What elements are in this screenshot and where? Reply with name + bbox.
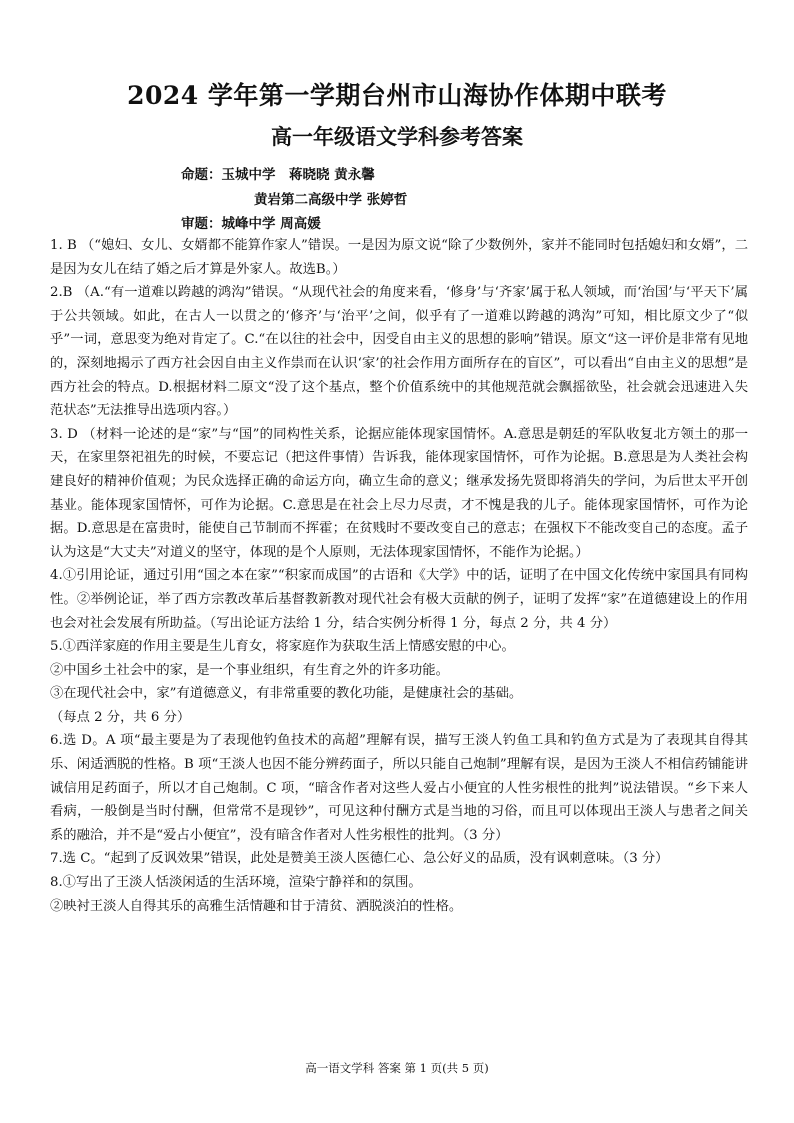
credit-reviewer: 审题：城峰中学 周高媛: [181, 216, 321, 232]
exam-title: 2024 学年第一学期台州市山海协作体期中联考: [127, 81, 667, 110]
answer-item: ②中国乡土社会中的家，是一个事业组织，有生育之外的许多功能。: [50, 662, 449, 678]
answer-item: 3. D （材料一论述的是“家”与“国”的同构性关系，论据应能体现家国情怀。A.意思是朝廷的军队收复北方领土的那一天，在家里祭祀祖先的时候，不要忘记（把这件事情）告诉我，能体现家国情怀，可作为论据。B.意思是为人类社会构建良好的精神价值观；为民众选择正确的命运方向，确立生命的意义；继承发扬先贤即将消失的学问，为后世太平开创基业。能体现家国情怀，可作为论据。C.意思是在社会上尽力尽责，才不愧是我的儿子。能体现家国情怀，可作为论据。D.意思是在富贵时，能使自己节制而不挥霍；在贫贱时不要改变自己的意志；在强权下不能改变自己的态度。孟子认为这是“大丈夫”对道义的坚守，体现的是个人原则，无法体现家国情怀，不能作为论据。）: [50, 426, 748, 560]
answer-item: ③在现代社会中，家”有道德意义，有非常重要的教化功能，是健康社会的基础。: [50, 686, 523, 702]
answer-item: 4.①引用论证，通过引用“国之本在家”“积家而成国”的古语和《大学》中的话，证明了在中国文化传统中家国具有同构性。②举例论证，举了西方宗教改革后基督教新教对现代社会有极大贡献的例子，证明了发挥“家”在道德建设上的作用也会对社会发展有所助益。（写出论证方法给 1 分，结合实例分析得 1 分，每点 2 分，共 4 分）: [50, 568, 748, 631]
page-footer: 高一语文学科 答案 第 1 页(共 5 页): [305, 1061, 489, 1075]
answer-item: 6.选 D。A 项“最主要是为了表现他钓鱼技术的高超”理解有误，描写王淡人钓鱼工具和钓鱼方式是为了表现其自得其乐、闲适洒脱的性格。B 项“王淡人也因不能分辨药面子，所以只能自己炮制”理解有误，是因为王淡人不相信药铺能讲诚信用足药面子，所以才自己炮制。C 项，“暗含作者对这些人爱占小便宜的人性劣根性的批判”说法错误。“乡下来人看病，一般倒是当时付酬，但常常不是现钞”，可见这种付酬方式是当地的习俗，而且可以体现出王淡人与患者之间关系的融洽，并不是“爱占小便宜”，没有暗含作者对人性劣根性的批判。（3 分）: [50, 733, 748, 843]
answer-item: 7.选 C。“起到了反讽效果”错误，此处是赞美王淡人医德仁心、急公好义的品质，没有讽刺意味。（3 分）: [50, 851, 669, 867]
answer-item: 5.①西洋家庭的作用主要是生儿育女，将家庭作为获取生活上情感安慰的中心。: [50, 639, 515, 655]
answer-list: [50, 234, 748, 918]
answer-item: 8.①写出了王淡人恬淡闲适的生活环境，渲染宁静祥和的氛围。: [50, 875, 422, 891]
answer-item: （每点 2 分，共 6 分）: [50, 709, 191, 725]
answer-item: 1. B （“媳妇、女儿、女婿都不能算作家人”错误。一是因为原文说“除了少数例外，家并不能同时包括媳妇和女婿”，二是因为女儿在结了婚之后才算是外家人。故选B。）: [50, 238, 748, 277]
credit-authors-2: 黄岩第二高级中学 张婷哲: [254, 192, 408, 208]
answer-item: ②映衬王淡人自得其乐的高雅生活情趣和甘于清贫、洒脱淡泊的性格。: [50, 898, 463, 914]
answer-item: 2.B （A.“有一道难以跨越的鸿沟”错误。“从现代社会的角度来看，‘修身’与‘齐家’属于私人领域，而‘治国’与‘平天下’属于公共领域。如此，在古人一以贯之的‘修齐’与‘治平’之间，似乎有了一道难以跨越的鸿沟”可知，相比原文少了“似乎”一词，意思变为绝对肯定了。C.“在以往的社会中，因受自由主义的思想的影响”错误。原文“这一评价是非常有见地的，深刻地揭示了西方社会因自由主义作祟而在认识‘家’的社会作用方面所存在的盲区”，可以看出“自由主义的思想”是西方社会的特点。D.根据材料二原文“没了这个基点，整个价值系统中的其他规范就会飘摇欲坠，社会就会迅速进入失范状态”无法推导出选项内容。）: [50, 285, 748, 419]
credit-authors: 命题：玉城中学 蒋晓晓 黄永馨: [181, 167, 375, 183]
answer-key-subtitle: 高一年级语文学科参考答案: [271, 124, 523, 149]
